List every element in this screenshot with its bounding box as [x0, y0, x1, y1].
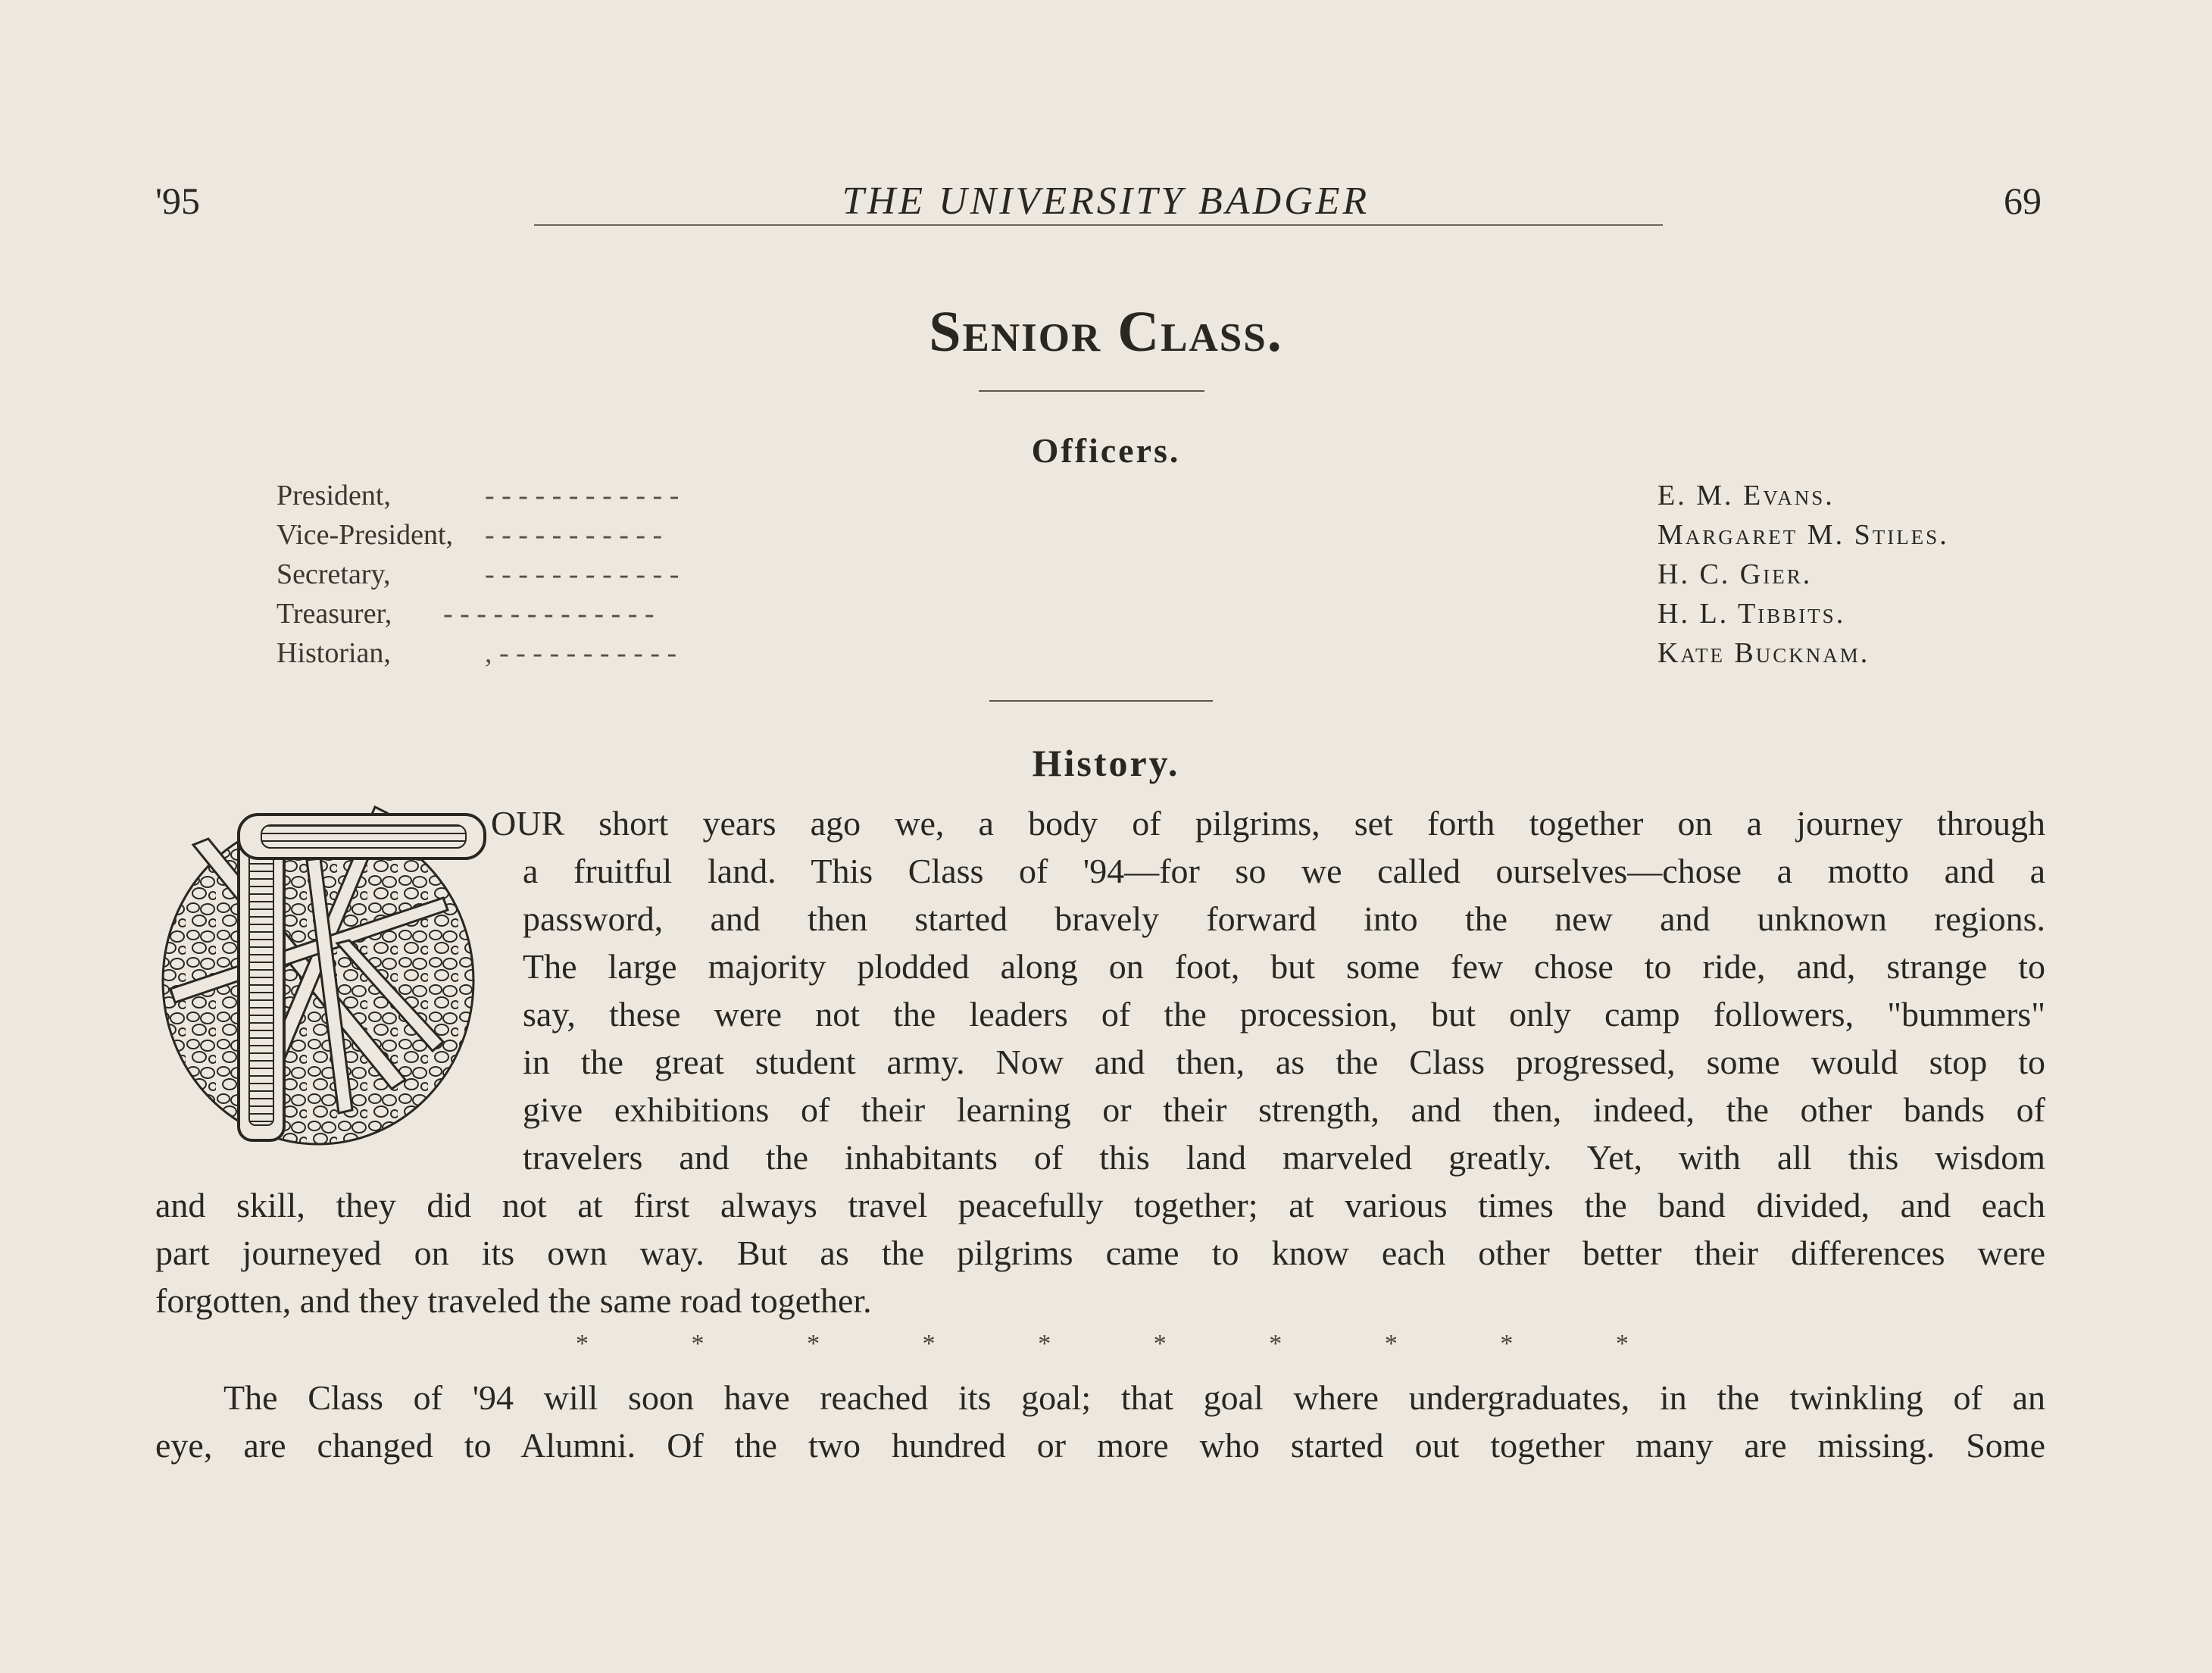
asterisk: *: [1384, 1330, 1398, 1358]
asterisk: *: [1153, 1330, 1167, 1358]
leader-dashes: - - - - - - - - - - - -: [485, 480, 680, 511]
page-number: 69: [2004, 180, 2042, 222]
officer-row: [0, 518, 2212, 558]
history-line: OUR short years ago we, a body of pilgrims, set forth together on a journey through: [491, 804, 2045, 843]
officers-divider: [989, 700, 1213, 702]
history-line: The large majority plodded along on foot, but some few chose to ride, and, strange to: [523, 947, 2045, 986]
history-line: and skill, they did not at first always travel peacefully together; at various times the band divided, and each: [155, 1186, 2045, 1224]
officer-role: Secretary,: [276, 558, 391, 590]
officer-row: [0, 479, 2212, 518]
history-line: part journeyed on its own way. But as the pilgrims came to know each other better their differences were: [155, 1234, 2045, 1272]
asterisk: *: [1269, 1330, 1283, 1358]
title-divider: [979, 390, 1204, 392]
history-line: forgotten, and they traveled the same road together.: [155, 1281, 872, 1320]
officer-role: Vice-President,: [276, 519, 454, 551]
asterisk: *: [691, 1330, 705, 1358]
ornamental-dropcap-f-icon: [155, 792, 492, 1148]
officer-row: [0, 636, 2212, 676]
officer-name: E. M. Evans.: [1657, 480, 1835, 511]
asterisk: *: [922, 1330, 936, 1358]
officer-role: Historian,: [276, 637, 391, 669]
history-line: in the great student army. Now and then, as the Class progressed, some would stop to: [523, 1043, 2045, 1081]
header-publication-title: THE UNIVERSITY BADGER: [842, 180, 1370, 223]
section-separator: [576, 1330, 1629, 1359]
history-line: give exhibitions of their learning or their strength, and then, indeed, the other bands of: [523, 1090, 2045, 1129]
history-line: travelers and the inhabitants of this land marveled greatly. Yet, with all this wisdom: [523, 1138, 2045, 1177]
history-line: The Class of '94 will soon have reached its goal; that goal where undergraduates, in the twinkling of an: [223, 1378, 2045, 1417]
officer-row: [0, 597, 2212, 636]
asterisk: *: [576, 1330, 589, 1358]
officer-name: Kate Bucknam.: [1657, 637, 1870, 669]
leader-dashes: - - - - - - - - - - - - -: [443, 598, 655, 630]
history-line: password, and then started bravely forward into the new and unknown regions.: [523, 899, 2045, 938]
history-heading: History.: [1032, 742, 1180, 784]
asterisk: *: [1500, 1330, 1514, 1358]
officer-role: President,: [276, 480, 391, 511]
asterisk: *: [1038, 1330, 1051, 1358]
asterisk: *: [807, 1330, 820, 1358]
leader-dashes: - - - - - - - - - - - -: [485, 558, 680, 590]
officer-row: [0, 558, 2212, 597]
officer-name: H. C. Gier.: [1657, 558, 1813, 590]
history-line: eye, are changed to Alumni. Of the two hundred or more who started out together many are missing. Some: [155, 1426, 2045, 1465]
officer-role: Treasurer,: [276, 598, 392, 630]
leader-dashes: - - - - - - - - - - -: [485, 519, 663, 551]
leader-dashes: , - - - - - - - - - - -: [485, 637, 677, 669]
officers-heading: Officers.: [1031, 431, 1181, 470]
header-rule: [534, 224, 1663, 226]
asterisk: *: [1615, 1330, 1629, 1358]
history-line: a fruitful land. This Class of '94—for so we called ourselves—chose a motto and a: [523, 852, 2045, 890]
officer-name: H. L. Tibbits.: [1657, 598, 1846, 630]
history-line: say, these were not the leaders of the procession, but only camp followers, "bummers": [523, 995, 2045, 1034]
page-title: Senior Class.: [929, 300, 1283, 364]
header-year: '95: [155, 180, 201, 222]
officer-name: Margaret M. Stiles.: [1657, 519, 1949, 551]
